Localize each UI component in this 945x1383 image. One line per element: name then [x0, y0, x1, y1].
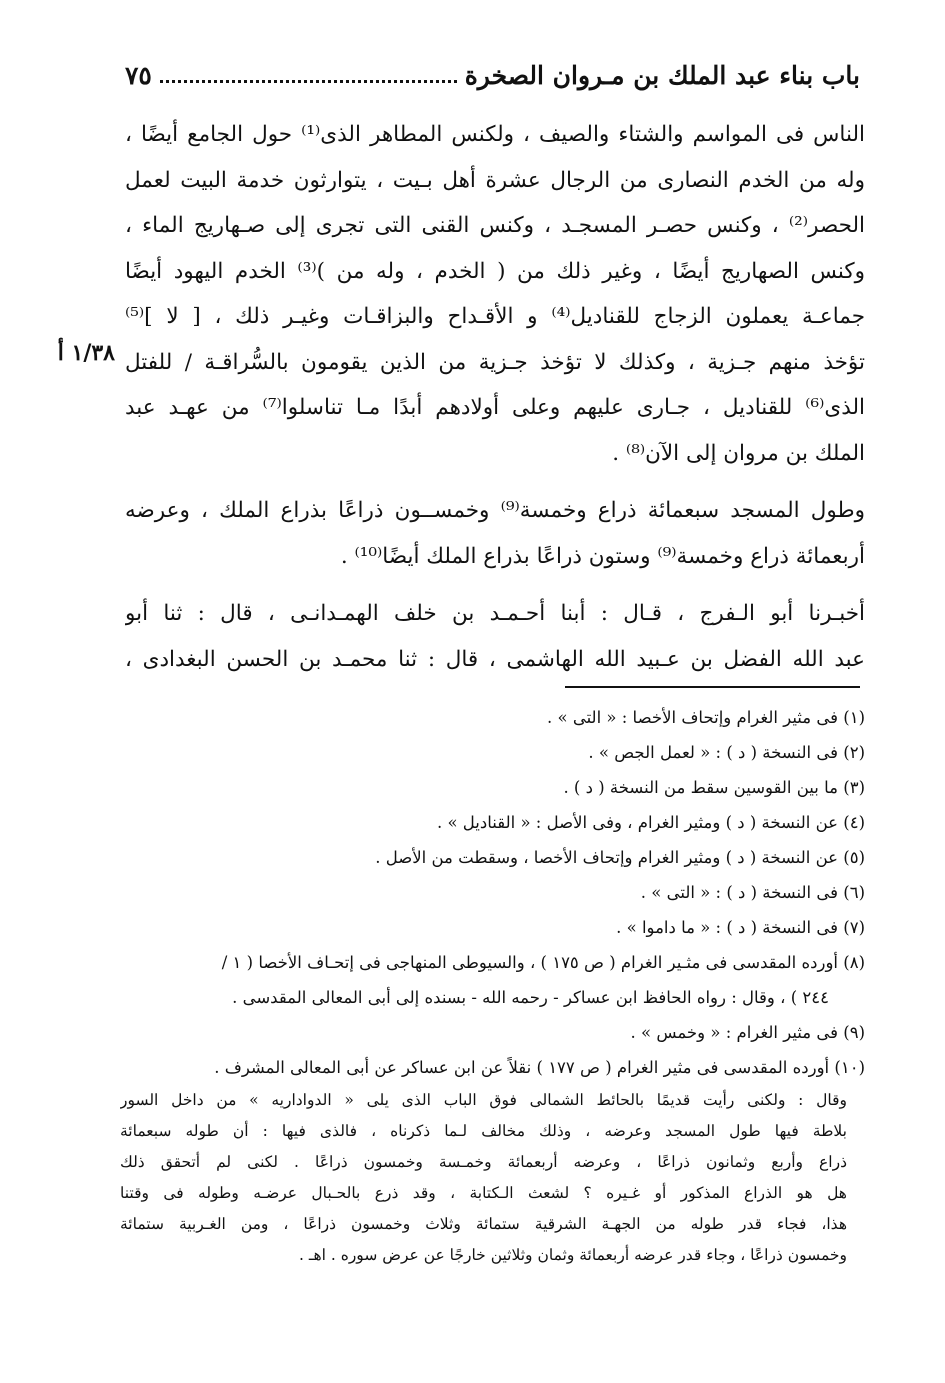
paragraph-1 [125, 112, 865, 476]
footnote-quote-line: وخمسون ذراعًا ، وجاء قدر عرضه أربعمائة وثمان وثلاثين خارجًا عن عرض سوره . اهـ . [299, 1246, 847, 1264]
footnote: (٧) فى النسخة ( د ) : « ما داموا » . [616, 918, 865, 937]
text-line: الناس فى المواسم والشتاء والصيف ، ولكنس المطاهر الذى⁽¹⁾ حول الجامع أيضًا ، [125, 122, 865, 147]
footnote: (٤) عن النسخة ( د ) ومثير الغرام ، وفى الأصل : « القناديل » . [436, 813, 865, 832]
text-line: وله من الخدم النصارى من الرجال عشرة أهل بـيت ، يتوارثون خدمة البيت لعمل [125, 167, 865, 193]
footnote-separator [565, 686, 860, 688]
footnote: (١) فى مثير الغرام وإتحاف الأخصا : « التى » . [546, 708, 865, 727]
text-line: أربعمائة ذراع وخمسة⁽⁹⁾ وستون ذراعًا بذراع الملك أيضًا⁽¹⁰⁾ . [340, 543, 865, 569]
footnote-quote-line: هذا، فجاء قدر طوله من الجهـة الشرقية ستمائة وثلاث وخمسون ذراعًا ، ومن الغـربية ستمائة [120, 1215, 847, 1233]
footnote: (٦) فى النسخة ( د ) : « التى » . [640, 883, 865, 902]
main-text [125, 112, 865, 682]
manuscript-folio-reference: ١/٣٨ أ [57, 340, 115, 366]
footnote: (٥) عن النسخة ( د ) ومثير الغرام وإتحاف الأخصا ، وسقطت من الأصل . [375, 848, 865, 867]
text-line: تؤخذ منهم جـزية ، وكذلك لا تؤخذ جـزية من الذين يقومون بالسُّراقـة / للفتل [125, 349, 865, 375]
footnote-quote-line: بلاطة فيها طول المسجد وعرضه ، وذلك مخالف لـما ذكرناه ، فالذى فيها : أن طوله سبعمائة [120, 1122, 847, 1140]
page-number: ٧٥ [125, 60, 152, 90]
running-header [125, 52, 860, 98]
footnote-continuation: ٢٤٤ ) ، وقال : رواه الحافظ ابن عساكر - رحمه الله - بسنده إلى أبى المعالى المقدسى . [232, 988, 829, 1007]
footnote-quote-line: هل هو الذراع المذكور أو غـيره ؟ لشعث الـكتابة ، وقد ذرع بالحـبال عرضـه وطوله فى وقتنا [120, 1184, 847, 1202]
header-leader-dots [160, 80, 457, 83]
chapter-title: باب بناء عبد الملك بن مـروان الصخرة [464, 60, 860, 90]
text-line: وكنس الصهاريج أيضًا ، وغير ذلك من ( الخدم ، وله من )⁽³⁾ الخدم اليهود أيضًا [125, 258, 865, 284]
text-line: أخبـرنا أبو الـفرج ، قـال : أبنا أحـمـد بن خلف الهمـدانـى ، قال : ثنا أبو [125, 601, 865, 626]
text-line: الحصر⁽²⁾ ، وكنس حصـر المسجـد ، وكنس القنى التى تجرى إلى صـهاريج الماء ، [125, 213, 865, 238]
text-line: وطول المسجد سبعمائة ذراع وخمسة⁽⁹⁾ وخمســون ذراعًا بذراع الملك ، وعرضه [125, 498, 865, 523]
footnotes [120, 700, 865, 1271]
text-line: الذى⁽⁶⁾ للقناديل ، جـارى عليهم وعلى أولادهم أبدًا مـا تناسلوا⁽⁷⁾ من عهـد عبد [125, 395, 865, 420]
footnote: (١٠) أورده المقدسى فى مثير الغرام ( ص ١٧٧ ) نقلاً عن ابن عساكر عن أبى المعالى المشرف . [214, 1058, 865, 1077]
footnote-quote-line: وقال : ولكنى رأيت قديمًا بالحائط الشمالى فوق الباب الذى يلى « الدواداريه » من داخل السور [120, 1091, 847, 1109]
footnote-quote-line: ذراع وأربع وثمانون ذراعًا ، وعرضه أربعمائة وخمـسة وخمسون ذراعًا . لكنى لم أتحقق ذلك [120, 1153, 847, 1171]
text-line: الملك بن مروان إلى الآن⁽⁸⁾ . [612, 440, 865, 466]
paragraph-3 [125, 591, 865, 682]
text-line: عبد الله الفضل بن عـبيد الله الهاشمى ، قال : ثنا محمـد بن الحسن البغدادى ، [125, 646, 865, 672]
footnote: (٢) فى النسخة ( د ) : « لعمل الجص » . [588, 743, 865, 762]
footnote: (٣) ما بين القوسين سقط من النسخة ( د ) . [563, 778, 865, 797]
text-line: جماعـة يعملون الزجاج للقناديل⁽⁴⁾ و الأقـداح والبزاقـات وغيـر ذلك ، [ لا ]⁽⁵⁾ [125, 304, 865, 329]
footnote: (٩) فى مثير الغرام : « وخمس » . [630, 1023, 865, 1042]
footnote: (٨) أورده المقدسى فى مثـير الغرام ( ص ١٧٥ ) ، والسيوطى المنهاجى فى إتحـاف الأخصا ( ١ / [221, 953, 865, 972]
paragraph-2 [125, 488, 865, 579]
